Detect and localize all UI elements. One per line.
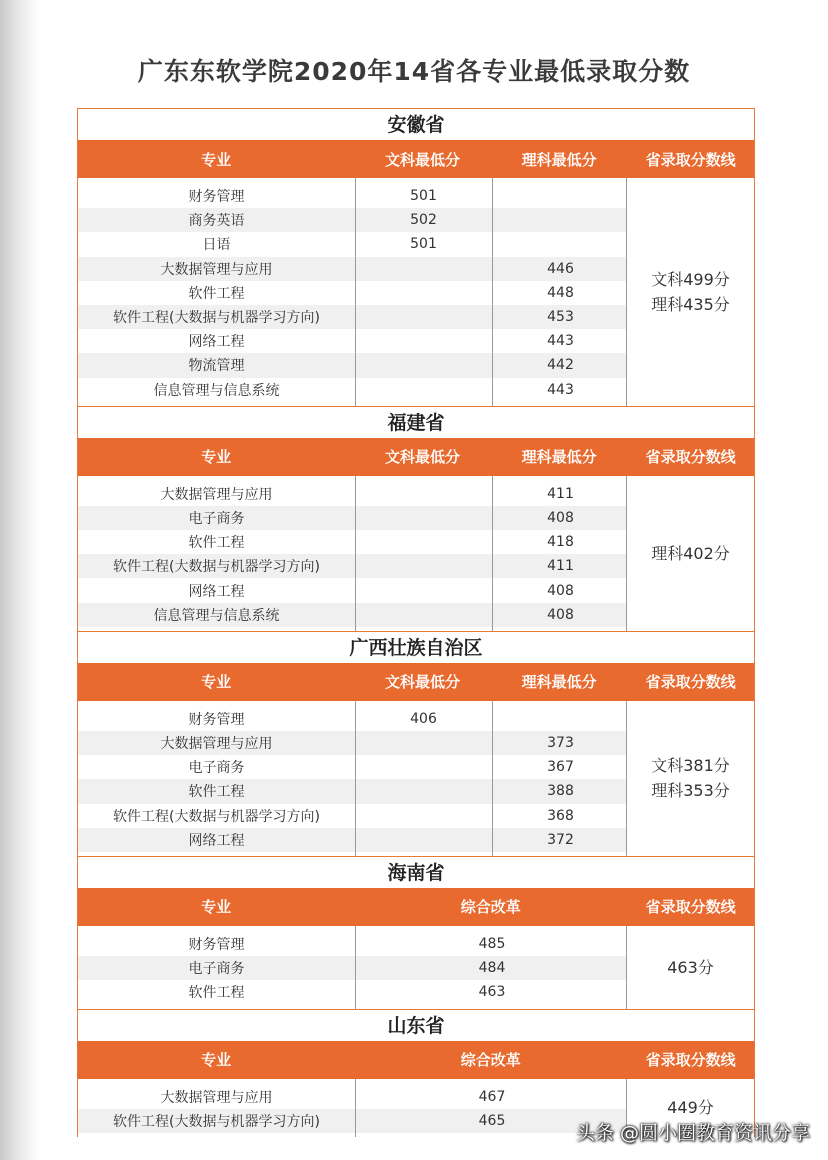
province-title: 福建省 bbox=[78, 406, 754, 438]
table-header bbox=[78, 438, 754, 476]
like-score-cell: 443 bbox=[547, 381, 574, 398]
province-threshold bbox=[626, 701, 754, 856]
column-divider bbox=[355, 476, 356, 631]
column-divider bbox=[492, 476, 493, 631]
column-header: 理科最低分 bbox=[521, 150, 597, 169]
like-score-cell: 411 bbox=[547, 485, 574, 502]
major-cell: 商务英语 bbox=[188, 213, 245, 230]
threshold-line: 理科402分 bbox=[651, 543, 730, 563]
threshold-line: 463分 bbox=[667, 957, 714, 977]
table-row bbox=[78, 305, 629, 329]
wenke-score-cell bbox=[355, 482, 492, 506]
wenke-score-cell bbox=[355, 305, 492, 329]
column-header: 专业 bbox=[201, 673, 232, 692]
table-body bbox=[78, 926, 754, 1009]
like-score-cell: 388 bbox=[547, 783, 574, 800]
threshold-line: 理科435分 bbox=[651, 294, 730, 314]
column-header: 文科最低分 bbox=[384, 448, 460, 467]
major-cell: 电子商务 bbox=[188, 961, 245, 978]
score-tables bbox=[77, 108, 755, 1137]
table-row bbox=[78, 779, 629, 803]
wenke-score-cell bbox=[355, 554, 492, 578]
column-header: 省录取分数线 bbox=[645, 898, 736, 917]
table-row bbox=[78, 184, 629, 208]
province-title: 山东省 bbox=[78, 1009, 754, 1041]
major-cell: 财务管理 bbox=[188, 189, 245, 206]
province-section bbox=[78, 108, 754, 406]
major-cell: 电子商务 bbox=[188, 760, 245, 777]
wenke-score-cell bbox=[355, 779, 492, 803]
like-score-cell: 408 bbox=[547, 582, 574, 599]
wenke-score-cell bbox=[355, 828, 492, 852]
like-score-cell: 442 bbox=[547, 357, 574, 374]
column-divider bbox=[355, 1079, 356, 1137]
major-cell: 软件工程(大数据与机器学习方向) bbox=[113, 559, 320, 576]
wenke-score-cell bbox=[355, 755, 492, 779]
wenke-score-cell: 501 bbox=[410, 188, 437, 205]
table-row bbox=[78, 353, 629, 377]
table-row bbox=[78, 755, 629, 779]
like-score-cell bbox=[492, 707, 629, 731]
major-cell: 大数据管理与应用 bbox=[160, 486, 273, 503]
table-row bbox=[78, 554, 629, 578]
score-cell: 484 bbox=[478, 960, 506, 977]
column-divider bbox=[492, 178, 493, 406]
column-header: 省录取分数线 bbox=[645, 448, 736, 467]
table-header bbox=[78, 663, 754, 701]
like-score-cell: 443 bbox=[547, 333, 574, 350]
column-header: 专业 bbox=[201, 150, 232, 169]
major-cell: 软件工程(大数据与机器学习方向) bbox=[113, 808, 320, 825]
wenke-score-cell bbox=[355, 731, 492, 755]
table-row bbox=[78, 707, 629, 731]
table-row bbox=[78, 257, 629, 281]
table-row bbox=[78, 530, 629, 554]
like-score-cell: 411 bbox=[547, 558, 574, 575]
wenke-score-cell: 406 bbox=[410, 710, 437, 727]
table-row bbox=[78, 208, 629, 232]
wenke-score-cell bbox=[355, 378, 492, 402]
major-cell: 日语 bbox=[202, 237, 231, 254]
table-body bbox=[78, 701, 754, 856]
score-cell: 485 bbox=[478, 936, 506, 953]
column-header: 综合改革 bbox=[460, 1051, 521, 1069]
like-score-cell: 446 bbox=[547, 260, 574, 277]
province-title: 海南省 bbox=[78, 856, 754, 888]
like-score-cell: 448 bbox=[547, 284, 574, 301]
table-row bbox=[78, 932, 629, 956]
wenke-score-cell bbox=[355, 506, 492, 530]
score-cell: 463 bbox=[478, 984, 506, 1001]
wenke-score-cell bbox=[355, 281, 492, 305]
table-row bbox=[78, 804, 629, 828]
wenke-score-cell bbox=[355, 578, 492, 602]
major-cell: 电子商务 bbox=[188, 510, 245, 527]
like-score-cell: 408 bbox=[547, 606, 574, 623]
major-cell: 财务管理 bbox=[188, 937, 245, 954]
column-header: 省录取分数线 bbox=[645, 673, 736, 692]
table-row bbox=[78, 828, 629, 852]
major-cell: 软件工程(大数据与机器学习方向) bbox=[113, 310, 320, 327]
province-threshold bbox=[626, 476, 754, 631]
major-cell: 大数据管理与应用 bbox=[160, 1089, 273, 1106]
like-score-cell: 373 bbox=[547, 735, 574, 752]
column-header: 文科最低分 bbox=[384, 150, 460, 169]
column-header: 理科最低分 bbox=[521, 448, 597, 467]
province-section bbox=[78, 856, 754, 1009]
column-header: 理科最低分 bbox=[521, 673, 597, 692]
wenke-score-cell bbox=[355, 329, 492, 353]
major-cell: 物流管理 bbox=[188, 358, 245, 375]
table-row bbox=[78, 956, 629, 980]
column-header: 文科最低分 bbox=[384, 673, 460, 692]
like-score-cell: 372 bbox=[547, 831, 574, 848]
threshold-line: 449分 bbox=[667, 1098, 714, 1118]
major-cell: 软件工程 bbox=[188, 535, 245, 552]
table-row bbox=[78, 506, 629, 530]
threshold-line: 文科499分 bbox=[651, 269, 730, 289]
like-score-cell: 367 bbox=[547, 759, 574, 776]
column-header: 综合改革 bbox=[460, 898, 521, 917]
score-cell: 465 bbox=[478, 1112, 506, 1129]
major-cell: 软件工程 bbox=[188, 784, 245, 801]
table-row bbox=[78, 578, 629, 602]
column-header: 专业 bbox=[201, 1051, 232, 1069]
province-section bbox=[78, 631, 754, 856]
table-header bbox=[78, 888, 754, 926]
wenke-score-cell bbox=[355, 257, 492, 281]
table-row bbox=[78, 329, 629, 353]
table-row bbox=[78, 1109, 629, 1133]
like-score-cell: 408 bbox=[547, 509, 574, 526]
column-header: 专业 bbox=[201, 448, 232, 467]
page-title: 广东东软学院2020年14省各专业最低录取分数 bbox=[137, 57, 691, 86]
like-score-cell: 368 bbox=[547, 807, 574, 824]
table-row bbox=[78, 980, 629, 1004]
wenke-score-cell bbox=[355, 530, 492, 554]
major-cell: 网络工程 bbox=[188, 583, 245, 600]
watermark: 头条 @圆小圈教育资讯分享 bbox=[575, 1122, 810, 1144]
major-cell: 网络工程 bbox=[188, 832, 245, 849]
major-cell: 信息管理与信息系统 bbox=[153, 607, 280, 624]
column-divider bbox=[355, 701, 356, 856]
wenke-score-cell bbox=[355, 603, 492, 627]
table-row bbox=[78, 1085, 629, 1109]
column-header: 专业 bbox=[201, 898, 232, 917]
like-score-cell bbox=[492, 184, 629, 208]
wenke-score-cell bbox=[355, 353, 492, 377]
column-header: 省录取分数线 bbox=[645, 1051, 736, 1069]
like-score-cell bbox=[492, 208, 629, 232]
table-row bbox=[78, 731, 629, 755]
table-body bbox=[78, 178, 754, 406]
column-divider bbox=[492, 701, 493, 856]
province-title: 广西壮族自治区 bbox=[78, 631, 754, 663]
table-row bbox=[78, 378, 629, 402]
province-section bbox=[78, 406, 754, 631]
threshold-line: 文科381分 bbox=[651, 756, 730, 776]
column-header: 省录取分数线 bbox=[645, 150, 736, 169]
table-header bbox=[78, 1041, 754, 1079]
table-header bbox=[78, 140, 754, 178]
major-cell: 软件工程 bbox=[188, 985, 245, 1002]
like-score-cell: 418 bbox=[547, 534, 574, 551]
page-edge-shadow bbox=[0, 0, 40, 1160]
wenke-score-cell: 502 bbox=[410, 212, 437, 229]
column-divider bbox=[355, 926, 356, 1009]
major-cell: 软件工程 bbox=[188, 285, 245, 302]
table-row bbox=[78, 482, 629, 506]
wenke-score-cell: 501 bbox=[410, 236, 437, 253]
major-cell: 软件工程(大数据与机器学习方向) bbox=[113, 1113, 320, 1130]
province-title: 安徽省 bbox=[78, 108, 754, 140]
province-threshold bbox=[626, 178, 754, 406]
table-body bbox=[78, 476, 754, 631]
table-row bbox=[78, 603, 629, 627]
major-cell: 大数据管理与应用 bbox=[160, 736, 273, 753]
major-cell: 大数据管理与应用 bbox=[160, 261, 273, 278]
major-cell: 网络工程 bbox=[188, 334, 245, 351]
like-score-cell: 453 bbox=[547, 309, 574, 326]
like-score-cell bbox=[492, 232, 629, 256]
major-cell: 信息管理与信息系统 bbox=[153, 382, 280, 399]
table-row bbox=[78, 281, 629, 305]
province-threshold bbox=[626, 926, 754, 1009]
table-row bbox=[78, 232, 629, 256]
wenke-score-cell bbox=[355, 804, 492, 828]
column-divider bbox=[355, 178, 356, 406]
major-cell: 财务管理 bbox=[188, 711, 245, 728]
score-cell: 467 bbox=[478, 1088, 506, 1105]
threshold-line: 理科353分 bbox=[651, 781, 730, 801]
